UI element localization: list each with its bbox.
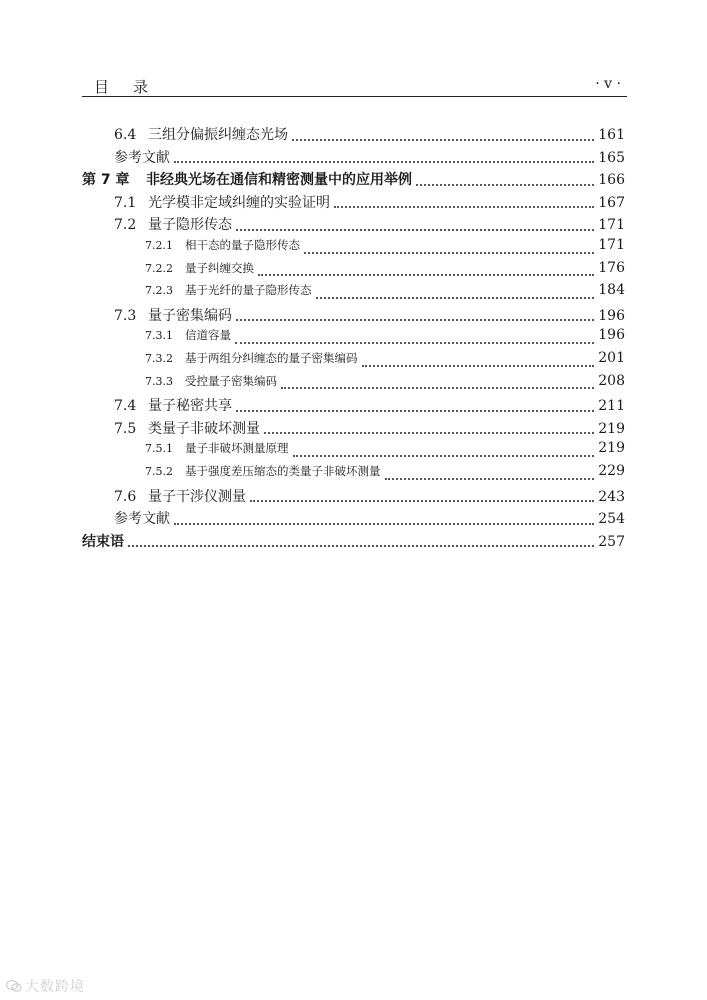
- dot-leader: [362, 364, 595, 367]
- toc-entry: [145, 282, 625, 304]
- toc-entry-page: 254: [598, 511, 625, 528]
- toc-entry-title: 信道容量: [185, 328, 231, 343]
- toc-entry-page: 211: [598, 398, 625, 415]
- toc-entry: [114, 192, 625, 214]
- toc-entry-page: 208: [598, 372, 625, 389]
- toc-entry-title: 量子非破坏测量原理: [185, 441, 289, 456]
- dot-leader: [385, 477, 595, 480]
- dot-leader: [250, 499, 594, 502]
- toc-entry-page: 165: [598, 149, 625, 166]
- toc-entry: [114, 305, 625, 327]
- toc-entry-title: 受控量子密集编码: [185, 373, 277, 388]
- header-page-number: · v ·: [595, 76, 621, 92]
- toc-entry: [114, 147, 625, 169]
- header-title: 目录: [94, 78, 173, 96]
- toc-entry-page: 176: [598, 259, 625, 276]
- toc-entry-number: 7.3: [114, 307, 137, 324]
- toc-entry: [145, 260, 625, 282]
- toc-entry-page: 171: [598, 237, 625, 253]
- toc-entry: [82, 169, 625, 191]
- toc-entry-page: 166: [598, 172, 625, 189]
- toc-entry: [145, 350, 625, 372]
- watermark-text: 大数跨境: [25, 979, 85, 995]
- toc-entry: [82, 531, 625, 553]
- toc-entry-number: 6.4: [114, 127, 137, 143]
- toc-entry: [114, 124, 625, 146]
- dot-leader: [236, 409, 594, 412]
- dot-leader: [174, 160, 594, 163]
- toc-entry-number: 7.5: [114, 420, 137, 437]
- dot-leader: [293, 454, 595, 457]
- dot-leader: [416, 183, 594, 186]
- running-header: [82, 74, 627, 97]
- toc-entry-number: 7.4: [114, 398, 137, 415]
- dot-leader: [236, 228, 594, 231]
- toc-entry-title: 类量子非破坏测量: [148, 420, 260, 437]
- dot-leader: [128, 544, 594, 547]
- toc-entry-title: 基于光纤的量子隐形传态: [185, 283, 312, 298]
- dot-leader: [174, 522, 594, 525]
- toc-entry: [145, 440, 625, 462]
- wechat-logo-icon: [6, 979, 22, 993]
- toc-entry-page: 184: [598, 282, 625, 299]
- dot-leader: [304, 251, 594, 254]
- toc-entry-page: 243: [598, 488, 625, 505]
- toc-entry-number: 7.3.1: [145, 329, 173, 343]
- watermark: [6, 976, 85, 996]
- toc-entry-number: 7.2.2: [145, 261, 173, 275]
- toc-entry-page: 167: [598, 194, 625, 211]
- toc-entry-page: 257: [598, 533, 625, 550]
- toc-entry-title: 三组分偏振纠缠态光场: [148, 127, 288, 143]
- toc-entry-title: 量子纠缠交换: [185, 260, 254, 275]
- toc-entry: [145, 373, 625, 395]
- toc-entry-number: 7.2.1: [145, 239, 173, 252]
- toc-entry-page: 161: [598, 127, 625, 143]
- dot-leader: [258, 273, 594, 276]
- toc-entry-title: 量子隐形传态: [148, 217, 232, 234]
- toc-entry: [145, 327, 625, 349]
- toc-entry-number: 7.3.3: [145, 374, 173, 388]
- dot-leader: [235, 341, 594, 344]
- toc-entry-page: 171: [598, 217, 625, 234]
- toc-entry-number: 7.3.2: [145, 352, 173, 365]
- dot-leader: [316, 296, 595, 299]
- toc-entry-page: 196: [598, 307, 625, 324]
- toc-entry-title: 相干态的量子隐形传态: [185, 238, 300, 252]
- toc-entry-title: 参考文献: [114, 149, 170, 166]
- toc-entry: [114, 508, 625, 530]
- toc-entry-page: 196: [598, 327, 625, 344]
- toc-entry-title: 光学模非定域纠缠的实验证明: [148, 194, 330, 211]
- toc-entry: [114, 214, 625, 236]
- dot-leader: [292, 138, 594, 141]
- toc-entry-number: 7.2: [114, 217, 137, 234]
- toc-entry-number: 7.6: [114, 488, 137, 505]
- toc-entry-page: 201: [598, 350, 625, 366]
- toc-entry-number: 7.5.2: [145, 465, 173, 478]
- toc-entry: [145, 463, 625, 485]
- toc-entry-title: 量子秘密共享: [148, 398, 232, 415]
- toc-entry-page: 219: [598, 420, 625, 437]
- toc-entry-page: 229: [598, 463, 625, 479]
- dot-leader: [236, 318, 594, 321]
- toc-entry-title: 参考文献: [114, 511, 170, 528]
- toc-entry: [145, 237, 625, 259]
- toc-entry-title: 量子密集编码: [148, 307, 232, 324]
- toc-entry-number: 7.5.1: [145, 442, 173, 456]
- toc-entry-title: 量子干涉仪测量: [148, 488, 246, 505]
- toc-entry-title: 基于强度差压缩态的类量子非破坏测量: [185, 464, 381, 478]
- dot-leader: [264, 431, 594, 434]
- toc-entry: [114, 486, 625, 508]
- toc-entry-number: 7.1: [114, 194, 137, 211]
- toc-entry-title: 结束语: [82, 533, 124, 550]
- dot-leader: [334, 205, 594, 208]
- toc-entry: [114, 418, 625, 440]
- toc-entry-number: 7.2.3: [145, 284, 173, 298]
- toc-entry-page: 219: [598, 440, 625, 457]
- toc-entry: [114, 395, 625, 417]
- toc-entry-title: 非经典光场在通信和精密测量中的应用举例: [146, 172, 412, 189]
- toc-entry-number: 第 7 章: [82, 172, 130, 189]
- toc-entry-title: 基于两组分纠缠态的量子密集编码: [185, 351, 358, 365]
- dot-leader: [281, 386, 594, 389]
